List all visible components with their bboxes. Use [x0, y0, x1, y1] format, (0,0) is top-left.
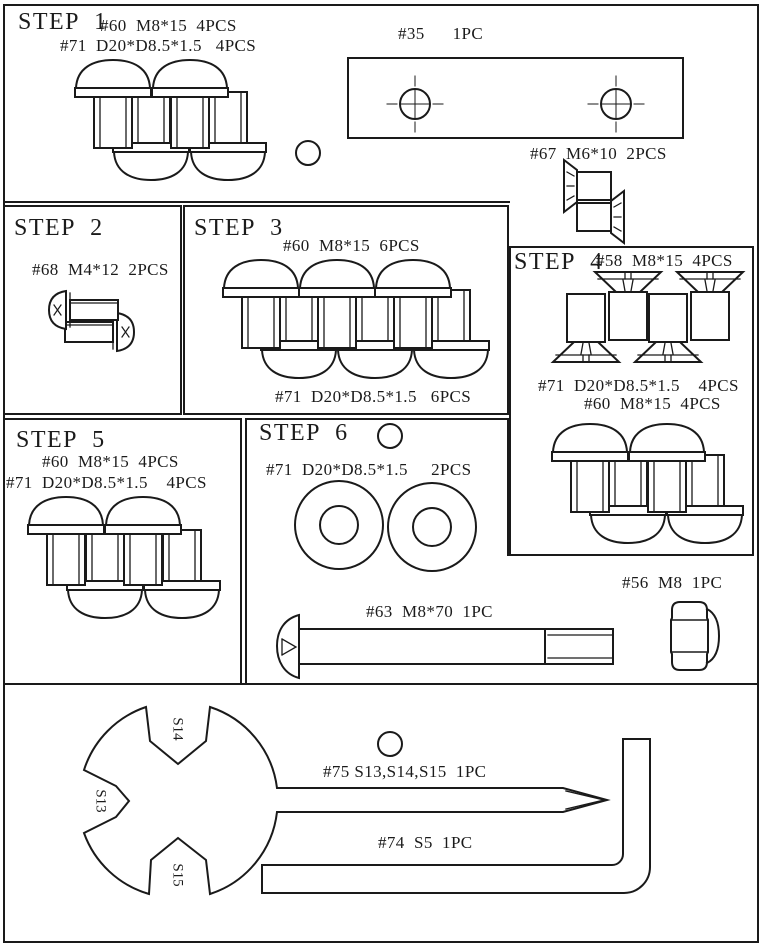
wrench-jaw-left-label: S13 — [92, 789, 109, 813]
step3-title: STEP 3 — [194, 215, 284, 241]
long-bolt-label: #63 M8*70 1PC — [366, 602, 493, 621]
step4-flat-screw-cluster — [553, 272, 743, 362]
flat-screws-m6 — [564, 160, 624, 243]
step3-bolt-label: #60 M8*15 6PCS — [283, 236, 420, 255]
step3-bolt-cluster — [223, 260, 489, 378]
step4-bolt-cluster — [552, 424, 743, 543]
step4-title: STEP 4 — [514, 249, 604, 275]
wrench-jaw-bottom-label: S15 — [169, 863, 186, 887]
step2-title: STEP 2 — [14, 215, 104, 241]
wrench-jaw-top-label: S14 — [169, 717, 186, 741]
step5-washer-label: #71 D20*D8.5*1.5 4PCS — [6, 473, 207, 492]
callout-circle — [296, 141, 320, 165]
callout-circle — [378, 424, 402, 448]
lock-nut-56 — [671, 602, 719, 670]
step1-bolt-cluster — [75, 60, 266, 180]
step5-bolt-cluster — [28, 497, 220, 618]
step5-bolt-label: #60 M8*15 4PCS — [42, 452, 179, 471]
step4-bolt-label: #60 M8*15 4PCS — [584, 394, 721, 413]
wrench-label: #75 S13,S14,S15 1PC — [323, 762, 487, 781]
step6-washers — [295, 481, 476, 571]
step1-bolt-label: #60 M8*15 4PCS — [100, 16, 237, 35]
step1-washer-label: #71 D20*D8.5*1.5 4PCS — [60, 36, 257, 55]
step5-title: STEP 5 — [16, 427, 106, 453]
flat-screws-m6-label: #67 M6*10 2PCS — [530, 144, 667, 163]
step2-screw-pair — [49, 291, 134, 351]
step1-title: STEP 1 — [18, 9, 108, 35]
plate-label: #35 1PC — [398, 24, 484, 43]
step6-washer-label: #71 D20*D8.5*1.5 2PCS — [266, 460, 472, 479]
plate-35 — [348, 58, 683, 138]
step6-title: STEP 6 — [259, 420, 349, 446]
step3-washer-label: #71 D20*D8.5*1.5 6PCS — [275, 387, 472, 406]
step4-flat-screw-label: #58 M8*15 4PCS — [596, 251, 733, 270]
lock-nut-label: #56 M8 1PC — [622, 573, 723, 592]
callout-circle — [378, 732, 402, 756]
step2-screw-label: #68 M4*12 2PCS — [32, 260, 169, 279]
hex-key-label: #74 S5 1PC — [378, 833, 473, 852]
step4-washer-label: #71 D20*D8.5*1.5 4PCS — [538, 376, 739, 395]
long-bolt-63 — [277, 615, 613, 678]
